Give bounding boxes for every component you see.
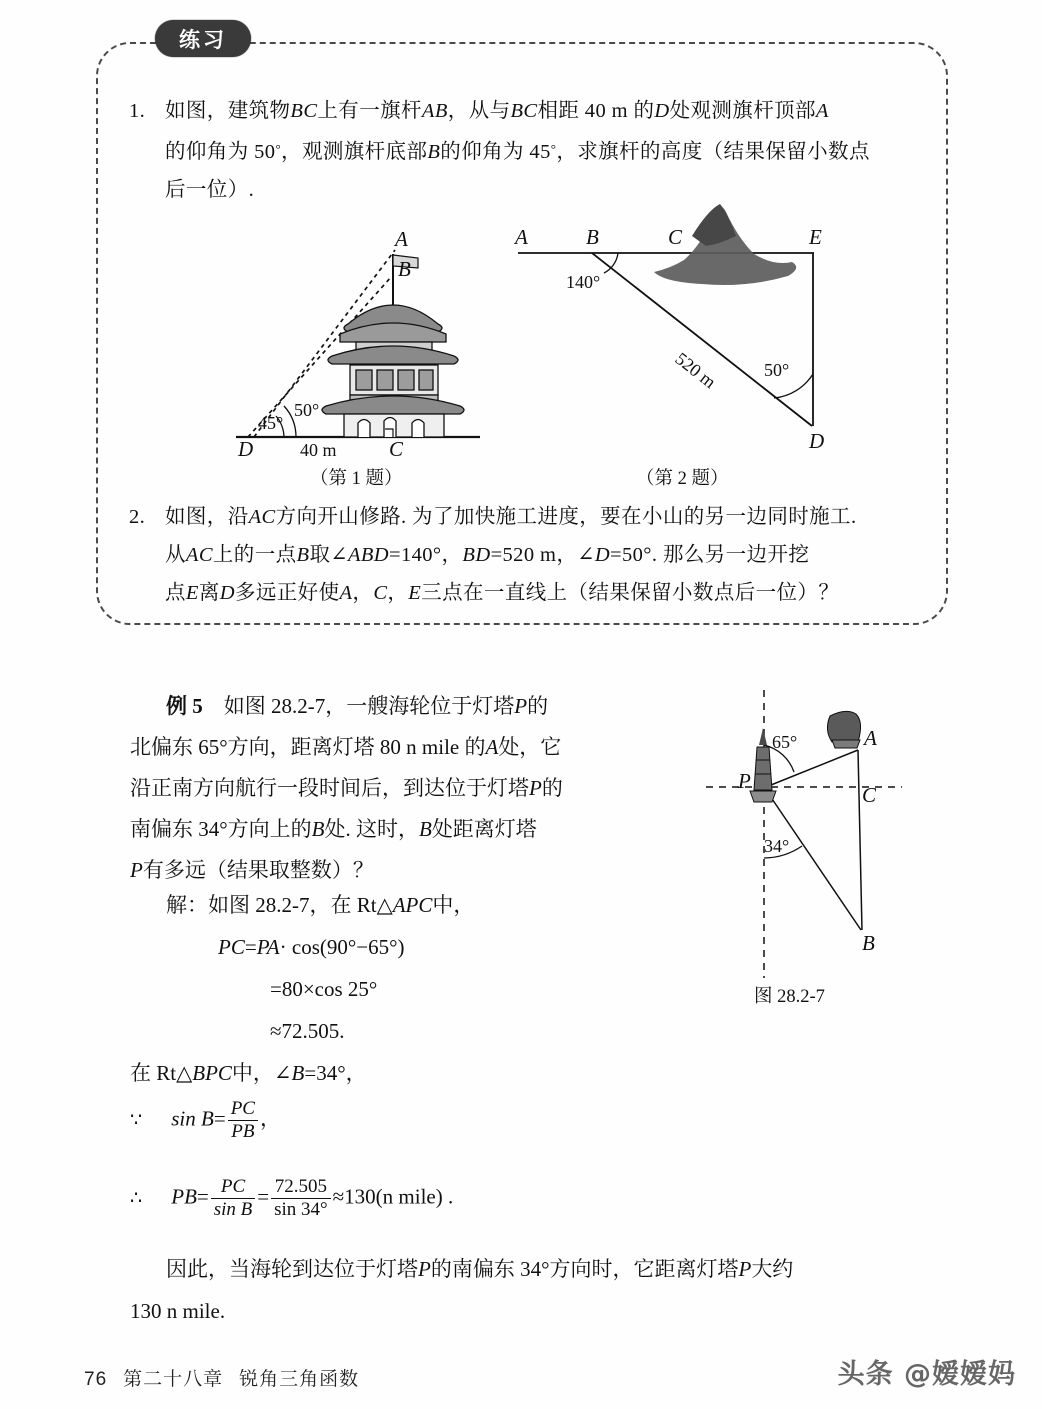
figure-3-label-B: B (862, 931, 875, 955)
solution-line-3: =80×cos 25° (270, 977, 378, 1001)
problem-1-line-1: 如图，建筑物BC上有一旗杆AB，从与BC相距 40 m 的D处观测旗杆顶部A (165, 100, 829, 122)
figure-1-base-length: 40 m (300, 440, 337, 456)
figure-2-label-A: A (515, 225, 528, 249)
conclusion-line-2: 130 n mile. (130, 1299, 226, 1323)
practice-badge: 练习 (155, 20, 251, 57)
figure-3-angle-65: 65° (772, 732, 798, 752)
approx-result: ≈130(n mile) (332, 1184, 443, 1209)
problem-1-text (129, 92, 935, 209)
example-5-line-1: 例 5 如图 28.2-7，一艘海轮位于灯塔P的 (166, 694, 549, 718)
period-mark: . (448, 1184, 454, 1209)
figure-1-angle-50: 50° (294, 400, 320, 420)
figure-1-label-D: D (238, 437, 254, 456)
figure-3-label-P: P (738, 769, 751, 793)
comma-1: ， (259, 1106, 281, 1131)
because-symbol: ∵ (130, 1109, 143, 1131)
problem-2-number: 2. (129, 506, 146, 528)
solution-line-1: 解：如图 28.2-7，在 Rt△APC中， (166, 893, 475, 917)
figure-2-angle-140: 140° (566, 272, 601, 292)
figure-1-label-B: B (398, 257, 411, 281)
example-5-statement (130, 686, 675, 891)
watermark: 头条 @嫒嫒妈 (837, 1359, 1016, 1390)
figure-problem-1 (232, 224, 482, 456)
page-footer (84, 1364, 359, 1391)
solution-block (130, 884, 730, 1094)
example-5-line-2: 北偏东 65°方向，距离灯塔 80 n mile 的A处，它 (130, 735, 562, 759)
problem-2-text (129, 498, 935, 612)
figure-2-label-D: D (809, 429, 825, 453)
chapter-number: 第二十八章 (123, 1368, 224, 1390)
conclusion-block (130, 1248, 940, 1332)
example-5-line-3: 沿正南方向航行一段时间后，到达位于灯塔P的 (130, 776, 563, 800)
figure-3-angle-34: 34° (764, 836, 790, 856)
problem-1-line-3: 后一位）. (165, 179, 255, 201)
figure-2-angle-50: 50° (764, 360, 790, 380)
pb-label: PB (171, 1184, 197, 1209)
fraction-value: $\frac{72.505}{\sin 34^\circ}$ (271, 1176, 331, 1222)
problem-1-line-2: 的仰角为 50°，观测旗杆底部B的仰角为 45°，求旗杆的高度（结果保留小数点 (165, 141, 870, 163)
chapter-title: 锐角三角函数 (239, 1368, 360, 1390)
figure-1-label-C: C (389, 437, 404, 456)
figure-2-label-B: B (586, 225, 599, 249)
example-5-line-5: P有多远（结果取整数）？ (130, 858, 374, 882)
fraction-pc-pb: $\frac{PC}{PB}$ (228, 1098, 258, 1144)
figure-28-2-7-caption: 图 28.2-7 (754, 987, 825, 1007)
therefore-symbol: ∴ (130, 1187, 143, 1209)
figure-2-caption: （第 2 题） (636, 469, 729, 489)
figure-1-angle-45: 45° (258, 413, 284, 433)
fraction-pc-sinb: $\frac{PC}{\text{sin B}}$ (211, 1176, 256, 1222)
equals-sign-2: = (196, 1184, 209, 1209)
problem-2-line-3: 点E离D多远正好使A，C，E三点在一直线上（结果保留小数点后一位）？ (165, 582, 840, 604)
solution-line-4: ≈72.505. (270, 1019, 345, 1043)
equals-sign-3: = (257, 1184, 270, 1209)
figure-28-2-7-drawing (706, 690, 926, 980)
figure-28-2-7 (706, 690, 926, 980)
figure-1-label-A: A (395, 227, 408, 251)
figure-problem-2 (506, 196, 846, 456)
equals-sign-1: = (213, 1106, 226, 1131)
figure-2-drawing (506, 196, 846, 456)
figure-1-drawing (232, 224, 482, 456)
sinB-label: sin B (171, 1106, 214, 1131)
solution-line-2: PC=PA· cos(90°−65°) (218, 935, 405, 959)
example-5-line-4: 南偏东 34°方向上的B处. 这时，B处距离灯塔 (130, 817, 537, 841)
figure-1-caption: （第 1 题） (310, 469, 403, 489)
solution-equation-sinB (130, 1098, 281, 1144)
solution-equation-pb (130, 1176, 453, 1222)
problem-1-number: 1. (129, 100, 146, 122)
figure-3-label-C: C (862, 783, 877, 807)
figure-2-side-520: 520 m (671, 348, 720, 393)
figure-3-label-A: A (864, 726, 877, 750)
page-number: 76 (84, 1369, 108, 1390)
solution-line-5: 在 Rt△BPC中，∠B=34°， (130, 1061, 367, 1085)
conclusion-line-1: 因此，当海轮到达位于灯塔P的南偏东 34°方向时，它距离灯塔P大约 (166, 1257, 794, 1281)
figure-2-label-E: E (809, 225, 822, 249)
problem-2-line-2: 从AC上的一点B取∠ABD=140°，BD=520 m，∠D=50°. 那么另一边开挖 (165, 544, 810, 566)
problem-2-line-1: 如图，沿AC方向开山修路. 为了加快施工进度，要在小山的另一边同时施工. (165, 506, 857, 528)
figure-2-label-C: C (668, 225, 683, 249)
